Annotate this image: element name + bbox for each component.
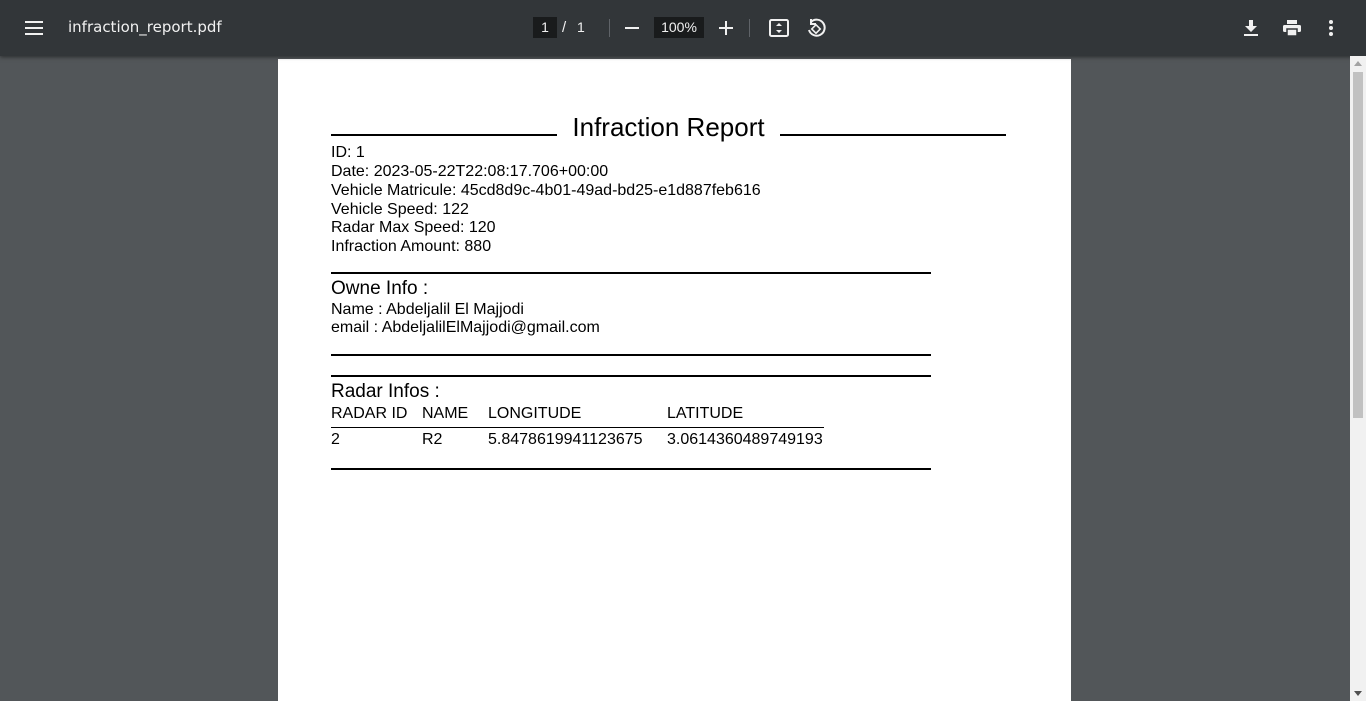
radar-section-title: Radar Infos : <box>331 381 440 402</box>
file-title: infraction_report.pdf <box>68 18 222 36</box>
section-divider <box>331 272 931 274</box>
vehicle-speed: Vehicle Speed: 122 <box>331 201 469 218</box>
report-title: Infraction Report <box>572 112 765 142</box>
print-icon <box>1283 20 1301 36</box>
fit-page-icon <box>769 19 789 37</box>
scroll-up-icon[interactable] <box>1354 61 1362 66</box>
owner-email: email : AbdeljalilElMajjodi@gmail.com <box>331 319 600 336</box>
report-date: Date: 2023-05-22T22:08:17.706+00:00 <box>331 163 609 180</box>
table-cell-latitude: 3.0614360489749193 <box>667 431 823 448</box>
rotate-button[interactable] <box>796 8 836 48</box>
more-actions-button[interactable] <box>1311 8 1351 48</box>
page-total: 1 <box>577 19 585 35</box>
zoom-out-icon <box>625 21 639 35</box>
zoom-input[interactable]: 100% <box>654 17 704 38</box>
rotate-icon <box>806 18 826 38</box>
zoom-out-button[interactable] <box>612 8 652 48</box>
section-divider <box>331 375 931 377</box>
scroll-thumb[interactable] <box>1353 72 1363 418</box>
print-button[interactable] <box>1272 8 1312 48</box>
section-divider <box>331 354 931 356</box>
radar-max-speed: Radar Max Speed: 120 <box>331 219 496 236</box>
zoom-in-button[interactable] <box>706 8 746 48</box>
page-separator: / <box>562 19 567 36</box>
section-divider <box>331 468 931 470</box>
table-header-longitude: LONGITUDE <box>488 405 582 422</box>
owner-name: Name : Abdeljalil El Majjodi <box>331 301 524 318</box>
zoom-in-icon <box>719 21 733 35</box>
heading-rule-right <box>780 134 1006 136</box>
report-heading <box>331 114 1006 144</box>
more-icon <box>1329 20 1333 36</box>
report-id: ID: 1 <box>331 144 365 161</box>
scroll-down-icon[interactable] <box>1354 691 1362 696</box>
menu-icon <box>25 21 43 35</box>
toolbar-divider <box>749 19 750 37</box>
table-header-rule <box>331 427 824 428</box>
download-icon <box>1244 20 1258 36</box>
pdf-toolbar <box>0 0 1366 56</box>
fit-page-button[interactable] <box>759 8 799 48</box>
vertical-scrollbar[interactable] <box>1350 56 1366 701</box>
page-number-input[interactable]: 1 <box>533 17 557 38</box>
table-header-latitude: LATITUDE <box>667 405 744 422</box>
table-header-radar-id: RADAR ID <box>331 405 408 422</box>
owner-section-title: Owne Info : <box>331 278 429 299</box>
pdf-page <box>278 59 1071 701</box>
menu-button[interactable] <box>14 8 54 48</box>
table-cell-radar-id: 2 <box>331 431 340 448</box>
download-button[interactable] <box>1231 8 1271 48</box>
toolbar-divider <box>609 19 610 37</box>
infraction-amount: Infraction Amount: 880 <box>331 238 492 255</box>
table-header-name: NAME <box>422 405 469 422</box>
table-cell-name: R2 <box>422 431 443 448</box>
table-cell-longitude: 5.8478619941123675 <box>488 431 643 448</box>
vehicle-matricule: Vehicle Matricule: 45cd8d9c-4b01-49ad-bd25-e1d887feb616 <box>331 182 761 199</box>
